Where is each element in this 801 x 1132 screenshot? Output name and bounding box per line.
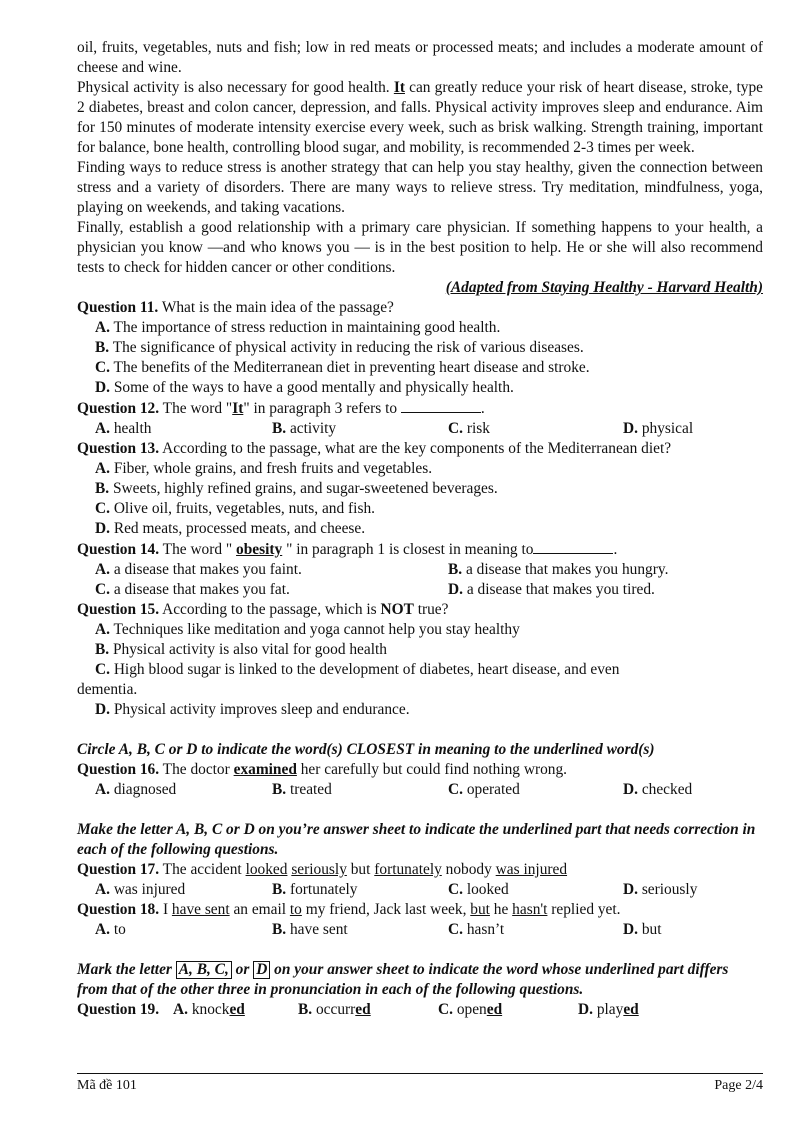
question-11 — [77, 298, 763, 318]
option-a[interactable]: A. was injured — [95, 881, 186, 898]
underlined-word: It — [393, 79, 405, 96]
option-b[interactable]: B. occurred — [298, 1001, 371, 1018]
question-label: Question 12. — [77, 400, 160, 417]
option-d[interactable]: D. seriously — [623, 881, 698, 898]
option-c[interactable]: C. operated — [448, 781, 520, 798]
question-16: Question 16. The doctor examined her carefully but could find nothing wrong. — [77, 761, 568, 778]
option-c[interactable]: C. opened — [438, 1001, 503, 1018]
option-c[interactable]: C. risk — [448, 420, 490, 437]
option-d[interactable]: D. physical — [623, 420, 694, 437]
underlined-word: obesity — [236, 541, 283, 558]
option-b[interactable]: B. have sent — [272, 921, 348, 938]
option-b[interactable]: B. Sweets, highly refined grains, and sugar-sweetened beverages. — [95, 480, 498, 497]
underlined-part: fortunately — [374, 861, 442, 878]
option-a[interactable]: A. health — [95, 420, 152, 437]
options-row — [77, 880, 763, 900]
question-text: According to the passage, what are the key components of the Mediterranean diet? — [159, 440, 672, 457]
option-b[interactable]: B. Physical activity is also vital for good health — [95, 641, 387, 658]
options-row — [173, 1000, 639, 1020]
exam-code: Mã đề 101 — [77, 1078, 137, 1093]
option-d[interactable]: D. Red meats, processed meats, and cheese. — [95, 520, 366, 537]
option-b[interactable]: B. a disease that makes you hungry. — [448, 561, 669, 578]
option-a[interactable]: A. Techniques like meditation and yoga cannot help you stay healthy — [95, 621, 520, 638]
question-label: Question 16. — [77, 761, 160, 778]
option-c[interactable]: C. High blood sugar is linked to the development of diabetes, heart disease, and even — [95, 661, 620, 678]
option-d[interactable]: D. checked — [623, 781, 693, 798]
passage-paragraph: Finally, establish a good relationship with a primary care physician. If something happens to your health, a physician you know —and who knows you — is in the best position to help. He or she will also recommend tests to check for hidden cancer or other conditions. — [77, 219, 763, 276]
question-13 — [77, 439, 763, 459]
boxed-letters: A, B, C, — [176, 961, 232, 979]
underlined-part: hasn't — [512, 901, 548, 918]
option-c[interactable]: C. Olive oil, fruits, vegetables, nuts, and fish. — [95, 500, 375, 517]
option-d[interactable]: D. a disease that makes you tired. — [448, 581, 655, 598]
option-a[interactable]: A. Fiber, whole grains, and fresh fruits and vegetables. — [95, 460, 433, 477]
underlined-part: looked — [245, 861, 288, 878]
passage-text: can greatly reduce your risk of heart disease, stroke, type 2 diabetes, breast and colon cancer, depression, and falls. Physical activity improves sleep and endurance. Aim for 150 minutes of moderate intensity exercise every week, such as brisk walking. Strength training, important for balance, bone health, controlling blood sugar, and mobility, is recommended 2-3 times per week. — [77, 79, 763, 156]
question-19 — [77, 1000, 763, 1020]
answer-blank[interactable] — [533, 539, 613, 554]
options-row — [77, 419, 763, 439]
option-d[interactable]: D. played — [578, 1001, 639, 1018]
options-row — [77, 560, 763, 580]
emphasis-word: NOT — [380, 601, 414, 618]
passage-paragraph: oil, fruits, vegetables, nuts and fish; low in red meats or processed meats; and includes a moderate amount of cheese and wine. — [77, 39, 763, 76]
option-a[interactable]: A. a disease that makes you faint. — [95, 561, 302, 578]
passage-paragraph — [77, 78, 763, 158]
option-c[interactable]: C. hasn’t — [448, 921, 505, 938]
option-c-continued: dementia. — [77, 681, 138, 698]
option-d[interactable]: D. Some of the ways to have a good mentally and physically health. — [95, 379, 514, 396]
question-label: Question 14. — [77, 541, 160, 558]
question-label: Question 13. — [77, 440, 160, 457]
option-c[interactable]: C. a disease that makes you fat. — [95, 581, 290, 598]
option-c[interactable]: C. The benefits of the Mediterranean diet in preventing heart disease and stroke. — [95, 359, 590, 376]
page-footer — [77, 1073, 763, 1094]
question-label: Question 18. — [77, 901, 160, 918]
underlined-part: but — [470, 901, 490, 918]
question-label: Question 17. — [77, 861, 160, 878]
underlined-part: to — [289, 901, 302, 918]
option-a[interactable]: A. The importance of stress reduction in maintaining good health. — [95, 319, 501, 336]
question-18: Question 18. I have sent an email to my friend, Jack last week, but he hasn't replied yet. — [77, 901, 621, 918]
options-row — [77, 780, 763, 800]
question-14: Question 14. The word " obesity " in paragraph 1 is closest in meaning to . — [77, 541, 618, 558]
passage-source: (Adapted from Staying Healthy - Harvard Health) — [445, 279, 763, 296]
option-b[interactable]: B. The significance of physical activity in reducing the risk of various diseases. — [95, 339, 584, 356]
question-label: Question 11. — [77, 299, 159, 316]
option-c[interactable]: C. looked — [448, 881, 509, 898]
question-label: Question 19. — [77, 1001, 160, 1018]
options-row — [77, 580, 763, 600]
passage-text: Physical activity is also necessary for good health. — [77, 79, 394, 96]
option-a[interactable]: A. knocked — [173, 1001, 245, 1018]
question-15: Question 15. According to the passage, which is NOT true? — [77, 601, 449, 618]
option-b[interactable]: B. treated — [272, 781, 332, 798]
option-d[interactable]: D. but — [623, 921, 662, 938]
option-b[interactable]: B. activity — [272, 420, 337, 437]
question-17: Question 17. The accident looked seriously but fortunately nobody was injured — [77, 861, 568, 878]
exam-page — [77, 38, 763, 1020]
section-instruction: Mark the letter A, B, C, or D on your answer sheet to indicate the word whose underlined part differs from that of the other three in pronunciation in each of the following questions. — [77, 961, 729, 998]
option-b[interactable]: B. fortunately — [272, 881, 358, 898]
question-label: Question 15. — [77, 601, 160, 618]
underlined-word: It — [232, 400, 244, 417]
underlined-part: have sent — [171, 901, 230, 918]
section-instruction: Circle A, B, C or D to indicate the word(s) CLOSEST in meaning to the underlined word(s) — [77, 741, 655, 758]
option-a[interactable]: A. diagnosed — [95, 781, 177, 798]
passage-paragraph: Finding ways to reduce stress is another strategy that can help you stay healthy, given the connection between stress and a variety of disorders. There are many ways to relieve stress. Try meditation, mindfulness, yoga, playing on weekends, and taking vacations. — [77, 159, 763, 216]
underlined-word: examined — [233, 761, 297, 778]
section-instruction: Make the letter A, B, C or D on you’re answer sheet to indicate the underlined part that needs correction in each of the following questions. — [77, 821, 756, 858]
options-row — [77, 920, 763, 940]
option-a[interactable]: A. to — [95, 921, 126, 938]
option-d[interactable]: D. Physical activity improves sleep and endurance. — [95, 701, 410, 718]
question-text: What is the main idea of the passage? — [158, 299, 394, 316]
underlined-part: seriously — [291, 861, 347, 878]
page-number: Page 2/4 — [714, 1078, 763, 1093]
underlined-part: was injured — [495, 861, 568, 878]
question-12: Question 12. The word "It" in paragraph 3 refers to . — [77, 400, 485, 417]
boxed-letter: D — [253, 961, 270, 979]
answer-blank[interactable] — [401, 398, 481, 413]
